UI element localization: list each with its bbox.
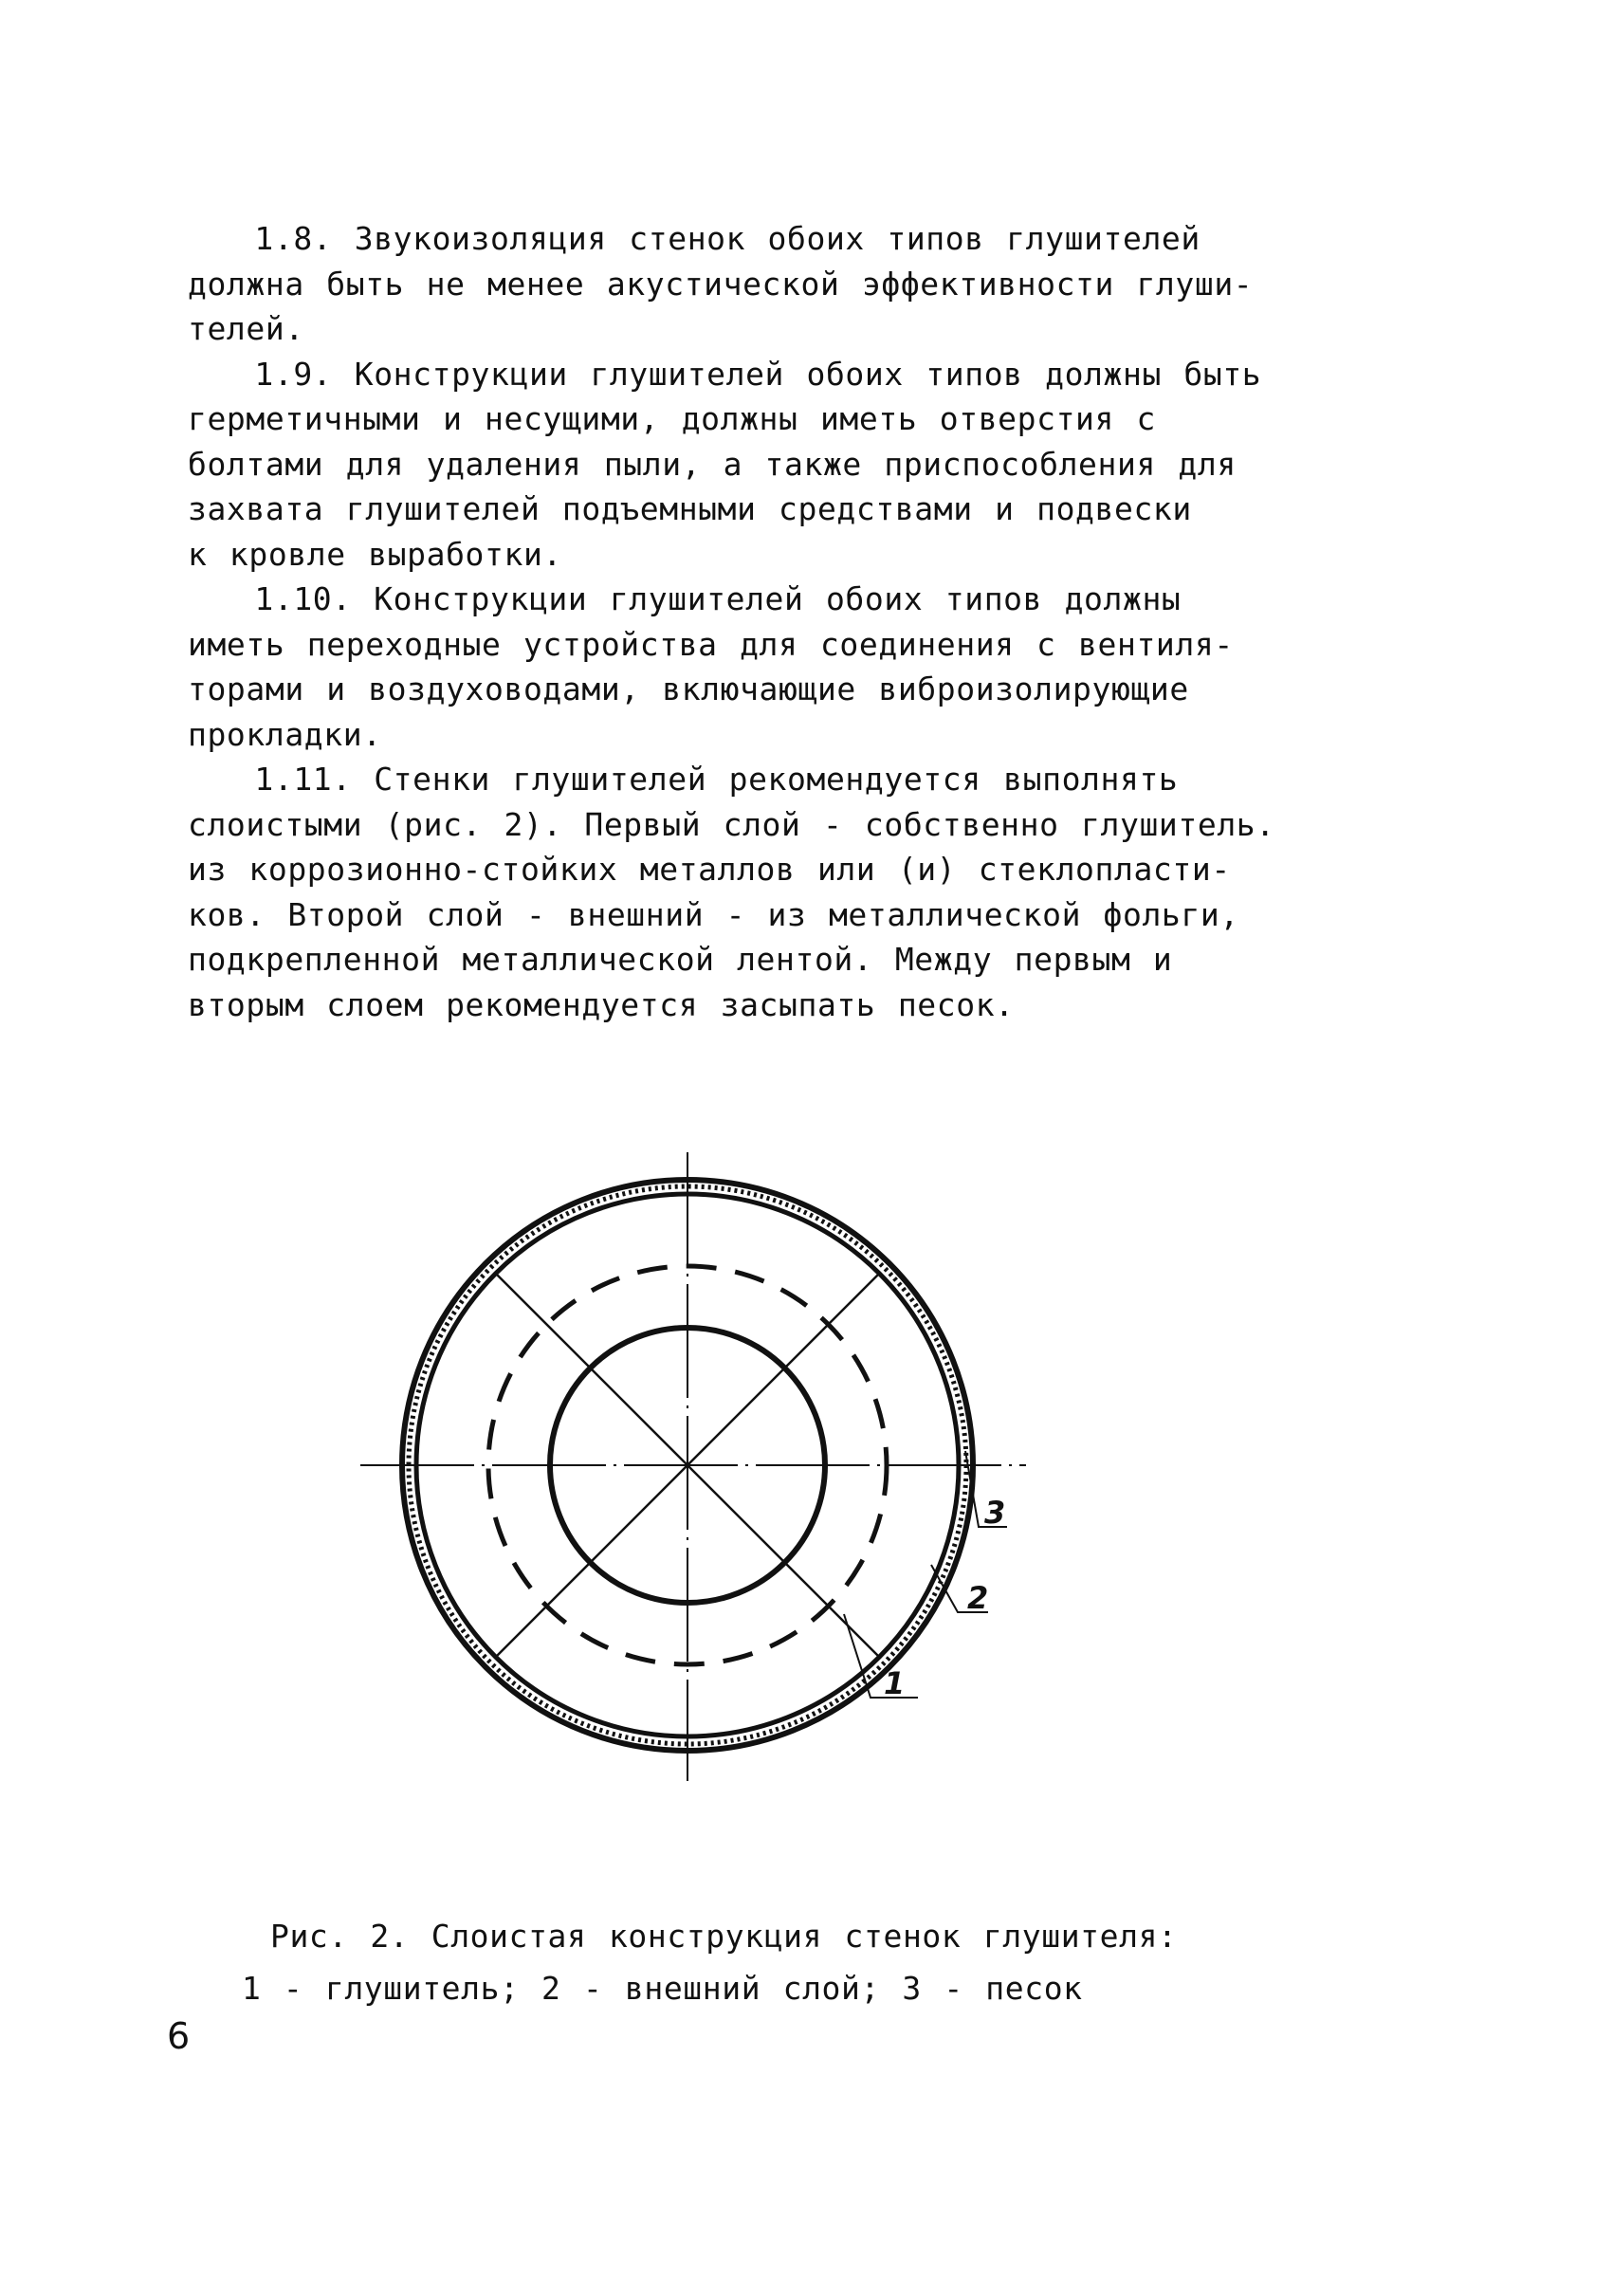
paragraph-1-8: [188, 216, 1439, 352]
text-line: ков. Второй слой - внешний - из металлической фольги,: [188, 895, 1239, 933]
callout-label-3: 3: [984, 1495, 1006, 1531]
text-line: слоистыми (рис. 2). Первый слой - собственно глушитель.: [188, 805, 1275, 843]
text-line: вторым слоем рекомендуется засыпать песок.: [188, 985, 1015, 1023]
callout-label-1: 1: [884, 1665, 906, 1701]
figure-legend: 1 - глушитель; 2 - внешний слой; 3 - песок: [242, 1970, 1083, 2007]
text-line: 1.10. Конструкции глушителей обоих типов должны: [188, 580, 1182, 617]
text-line: подкрепленной металлической лентой. Между первым и: [188, 941, 1173, 978]
page-number: 6: [167, 2015, 191, 2057]
text-line: должна быть не менее акустической эффективности глуши-: [188, 265, 1254, 303]
text-line: 1.11. Стенки глушителей рекомендуется выполнять: [188, 761, 1179, 798]
text-line: телей.: [188, 310, 304, 347]
text-line: прокладки.: [188, 715, 382, 753]
text-line: 1.8. Звукоизоляция стенок обоих типов глушителей: [188, 220, 1201, 257]
text-line: 1.9. Конструкции глушителей обоих типов должны быть: [188, 355, 1262, 393]
figure-caption: Рис. 2. Слоистая конструкция стенок глушителя:: [270, 1918, 1178, 1955]
text-line: иметь переходные устройства для соединения с вентиля-: [188, 625, 1234, 663]
paragraph-1-9: [188, 352, 1439, 578]
text-line: к кровле выработки.: [188, 535, 562, 573]
body-text: [188, 216, 1439, 1027]
figure-layered-wall: [351, 1148, 1034, 1792]
text-line: из коррозионно-стойких металлов или (и) стеклопласти-: [188, 851, 1231, 888]
paragraph-1-10: [188, 577, 1439, 757]
paragraph-1-11: [188, 757, 1439, 1027]
text-line: торами и воздуховодами, включающие виброизолирующие: [188, 670, 1189, 707]
callout-label-2: 2: [967, 1580, 989, 1616]
text-line: болтами для удаления пыли, а также приспособления для: [188, 445, 1237, 483]
text-line: захвата глушителей подъемными средствами и подвески: [188, 490, 1192, 527]
muffler-cross-section-diagram: [351, 1148, 1034, 1792]
text-line: герметичными и несущими, должны иметь отверстия с: [188, 400, 1156, 437]
